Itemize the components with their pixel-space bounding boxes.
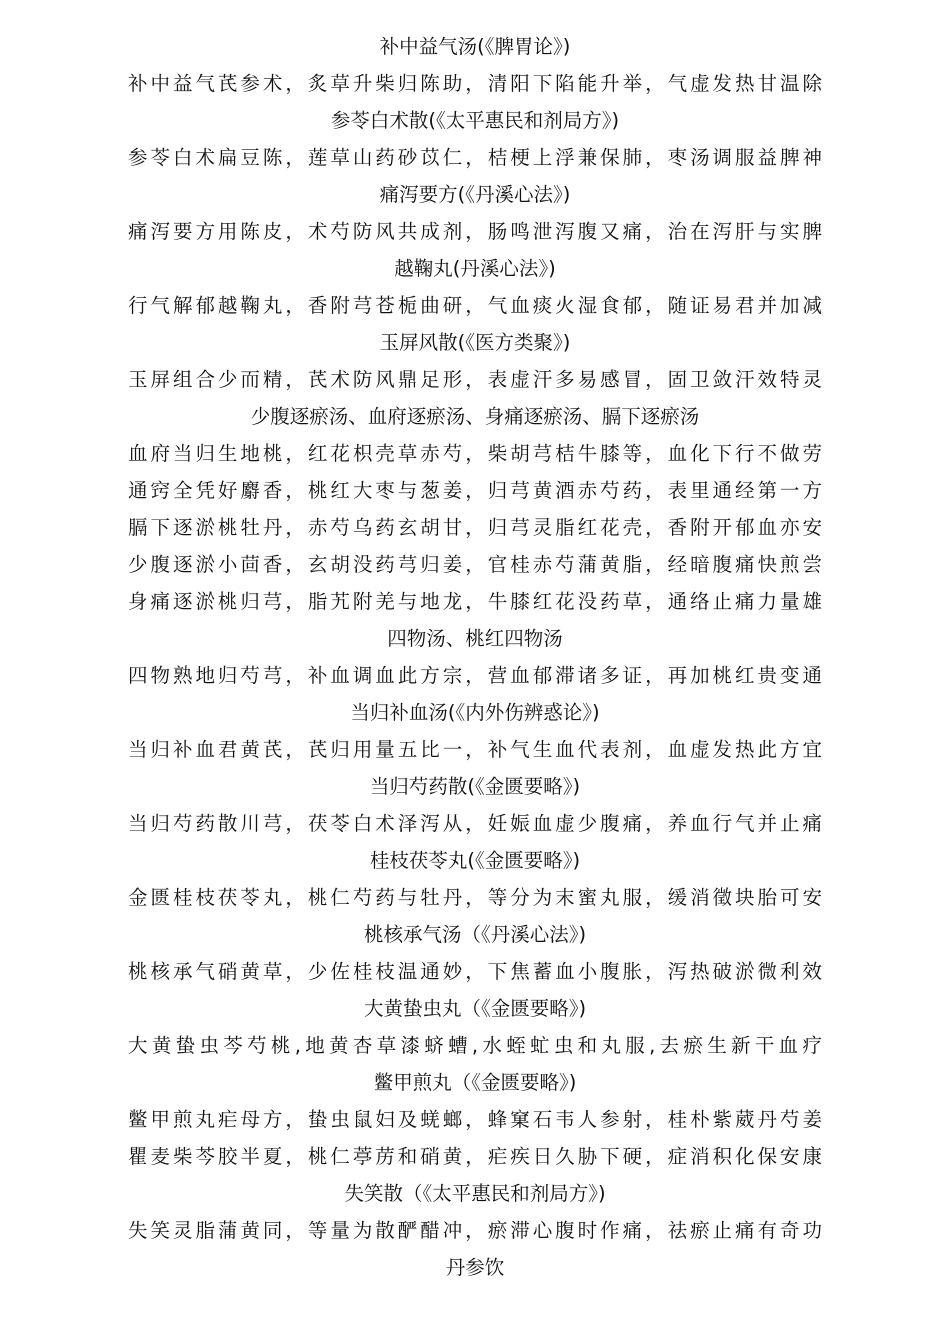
formula-title: 参苓白术散(《太平惠民和剂局方》)	[330, 109, 620, 132]
formula-verse: 当归芍药散川芎，茯苓白术泽泻从，妊娠血虚少腹痛，养血行气并止痛	[128, 812, 822, 835]
formula-verse: 血府当归生地桃，红花枳壳草赤芍，柴胡芎桔牛膝等，血化下行不做劳	[128, 442, 822, 465]
formula-verse: 补中益气芪参术，炙草升柴归陈助，清阳下陷能升举，气虚发热甘温除	[128, 72, 822, 95]
formula-verse: 当归补血君黄芪，芪归用量五比一，补气生血代表剂，血虚发热此方宜	[128, 738, 822, 761]
formula-title: 丹参饮	[445, 1256, 505, 1279]
formula-verse: 玉屏组合少而精，芪术防风鼎足形，表虚汗多易感冒，固卫敛汗效特灵	[128, 368, 822, 391]
document-page	[128, 28, 822, 1286]
formula-title: 少腹逐瘀汤、血府逐瘀汤、身痛逐瘀汤、膈下逐瘀汤	[250, 405, 700, 428]
formula-verse: 通窍全凭好麝香，桃红大枣与葱姜，归芎黄酒赤芍药，表里通经第一方	[128, 479, 822, 502]
formula-verse: 参苓白术扁豆陈，莲草山药砂苡仁，桔梗上浮兼保肺，枣汤调服益脾神	[128, 146, 822, 169]
formula-title: 补中益气汤(《脾胃论》)	[379, 35, 571, 58]
formula-title: 当归芍药散(《金匮要略》)	[369, 775, 581, 798]
formula-title: 鳖甲煎丸（《金匮要略》)	[373, 1071, 577, 1094]
formula-title: 痛泻要方(《丹溪心法》)	[379, 183, 571, 206]
formula-verse: 金匮桂枝茯苓丸，桃仁芍药与牡丹，等分为末蜜丸服，缓消徵块胎可安	[128, 886, 822, 909]
formula-verse: 大黄蛰虫芩芍桃,地黄杏草漆蛴螬,水蛭虻虫和丸服,去瘀生新干血疗	[128, 1034, 822, 1057]
formula-title: 失笑散（《太平惠民和剂局方》)	[344, 1182, 606, 1205]
formula-verse: 四物熟地归芍芎，补血调血此方宗，营血郁滞诸多证，再加桃红贵变通	[128, 664, 822, 687]
formula-title: 大黄蛰虫丸（《金匮要略》)	[363, 997, 587, 1020]
formula-verse: 桃核承气硝黄草，少佐桂枝温通妙，下焦蓄血小腹胀，泻热破淤微利效	[128, 960, 822, 983]
formula-title: 当归补血汤(《内外伤辨惑论》)	[350, 701, 600, 724]
formula-verse: 失笑灵脂蒲黄同，等量为散酽醋冲，瘀滞心腹时作痛，祛瘀止痛有奇功	[128, 1219, 822, 1242]
formula-verse: 瞿麦柴芩胶半夏，桃仁葶苈和硝黄，疟疾日久胁下硬，症消积化保安康	[128, 1145, 822, 1168]
formula-title: 玉屏风散(《医方类聚》)	[379, 331, 571, 354]
formula-verse: 鳖甲煎丸疟母方，蛰虫鼠妇及蜣螂，蜂窠石韦人参射，桂朴紫葳丹芍姜	[128, 1108, 822, 1131]
formula-title: 越鞠丸(丹溪心法》)	[394, 257, 556, 280]
formula-title: 桃核承气汤（《丹溪心法》)	[363, 923, 587, 946]
formula-verse: 行气解郁越鞠丸，香附芎苍栀曲研，气血痰火湿食郁，随证易君并加减	[128, 294, 822, 317]
formula-verse: 痛泻要方用陈皮，术芍防风共成剂，肠鸣泄泻腹又痛，治在泻肝与实脾	[128, 220, 822, 243]
formula-title: 桂枝茯苓丸(《金匮要略》)	[369, 849, 581, 872]
formula-verse: 膈下逐淤桃牡丹，赤芍乌药玄胡甘，归芎灵脂红花壳，香附开郁血亦安	[128, 516, 822, 539]
formula-verse: 身痛逐淤桃归芎，脂艽附羌与地龙，牛膝红花没药草，通络止痛力量雄	[128, 590, 822, 613]
formula-verse: 少腹逐淤小茴香，玄胡没药芎归姜，官桂赤芍蒲黄脂，经暗腹痛快煎尝	[128, 553, 822, 576]
formula-title: 四物汤、桃红四物汤	[387, 627, 563, 650]
